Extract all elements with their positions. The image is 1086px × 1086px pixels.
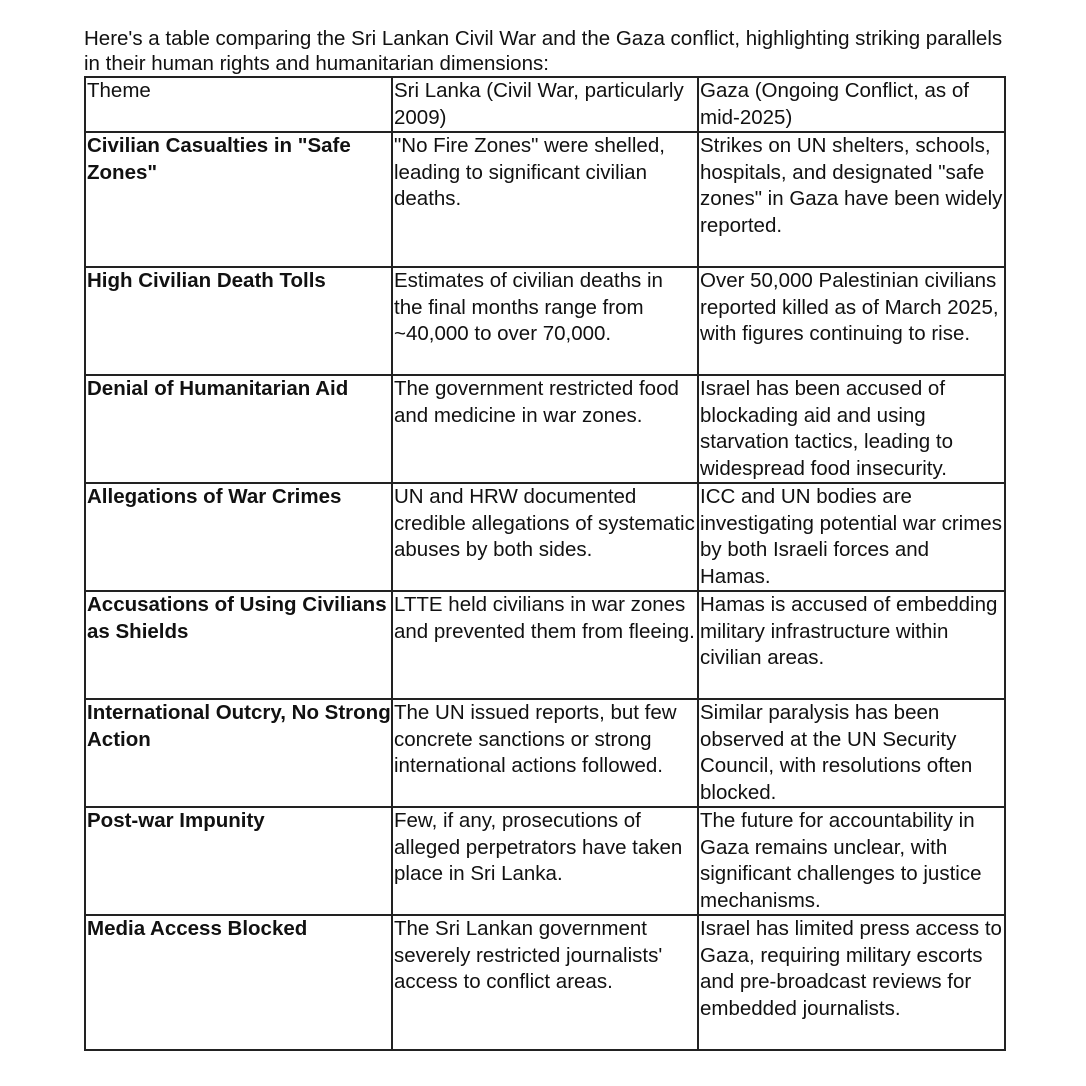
sri-lanka-cell: The Sri Lankan government severely restricted journalists' access to conflict areas. — [392, 915, 698, 1050]
theme-cell: International Outcry, No Strong Action — [85, 699, 392, 807]
comparison-table — [84, 76, 1006, 1051]
theme-cell: Accusations of Using Civilians as Shields — [85, 591, 392, 699]
sri-lanka-cell: The UN issued reports, but few concrete sanctions or strong international actions followed. — [392, 699, 698, 807]
table-row — [85, 375, 1005, 483]
sri-lanka-cell: LTTE held civilians in war zones and prevented them from fleeing. — [392, 591, 698, 699]
gaza-cell: Over 50,000 Palestinian civilians reported killed as of March 2025, with figures continuing to rise. — [698, 267, 1005, 375]
theme-cell: Civilian Casualties in "Safe Zones" — [85, 132, 392, 267]
table-header-row — [85, 77, 1005, 132]
intro-paragraph: Here's a table comparing the Sri Lankan Civil War and the Gaza conflict, highlighting striking parallels in their human rights and humanitarian dimensions: — [84, 27, 1003, 75]
gaza-cell: Similar paralysis has been observed at the UN Security Council, with resolutions often blocked. — [698, 699, 1005, 807]
theme-cell: Denial of Humanitarian Aid — [85, 375, 392, 483]
table-row — [85, 591, 1005, 699]
table-row — [85, 267, 1005, 375]
table-row — [85, 483, 1005, 591]
gaza-cell: Israel has been accused of blockading aid and using starvation tactics, leading to widespread food insecurity. — [698, 375, 1005, 483]
sri-lanka-cell: "No Fire Zones" were shelled, leading to significant civilian deaths. — [392, 132, 698, 267]
header-sri-lanka: Sri Lanka (Civil War, particularly 2009) — [392, 77, 698, 132]
sri-lanka-cell: Estimates of civilian deaths in the final months range from ~40,000 to over 70,000. — [392, 267, 698, 375]
gaza-cell: Strikes on UN shelters, schools, hospitals, and designated "safe zones" in Gaza have been widely reported. — [698, 132, 1005, 267]
theme-cell: Allegations of War Crimes — [85, 483, 392, 591]
theme-cell: High Civilian Death Tolls — [85, 267, 392, 375]
gaza-cell: Israel has limited press access to Gaza, requiring military escorts and pre-broadcast reviews for embedded journalists. — [698, 915, 1005, 1050]
sri-lanka-cell: Few, if any, prosecutions of alleged perpetrators have taken place in Sri Lanka. — [392, 807, 698, 915]
gaza-cell: Hamas is accused of embedding military infrastructure within civilian areas. — [698, 591, 1005, 699]
sri-lanka-cell: The government restricted food and medicine in war zones. — [392, 375, 698, 483]
table-row — [85, 807, 1005, 915]
table-row — [85, 915, 1005, 1050]
gaza-cell: The future for accountability in Gaza remains unclear, with significant challenges to justice mechanisms. — [698, 807, 1005, 915]
theme-cell: Media Access Blocked — [85, 915, 392, 1050]
header-theme: Theme — [85, 77, 392, 132]
document-page — [84, 26, 1004, 1051]
table-row — [85, 132, 1005, 267]
theme-cell: Post-war Impunity — [85, 807, 392, 915]
sri-lanka-cell: UN and HRW documented credible allegations of systematic abuses by both sides. — [392, 483, 698, 591]
table-row — [85, 699, 1005, 807]
gaza-cell: ICC and UN bodies are investigating potential war crimes by both Israeli forces and Hamas. — [698, 483, 1005, 591]
header-gaza: Gaza (Ongoing Conflict, as of mid-2025) — [698, 77, 1005, 132]
